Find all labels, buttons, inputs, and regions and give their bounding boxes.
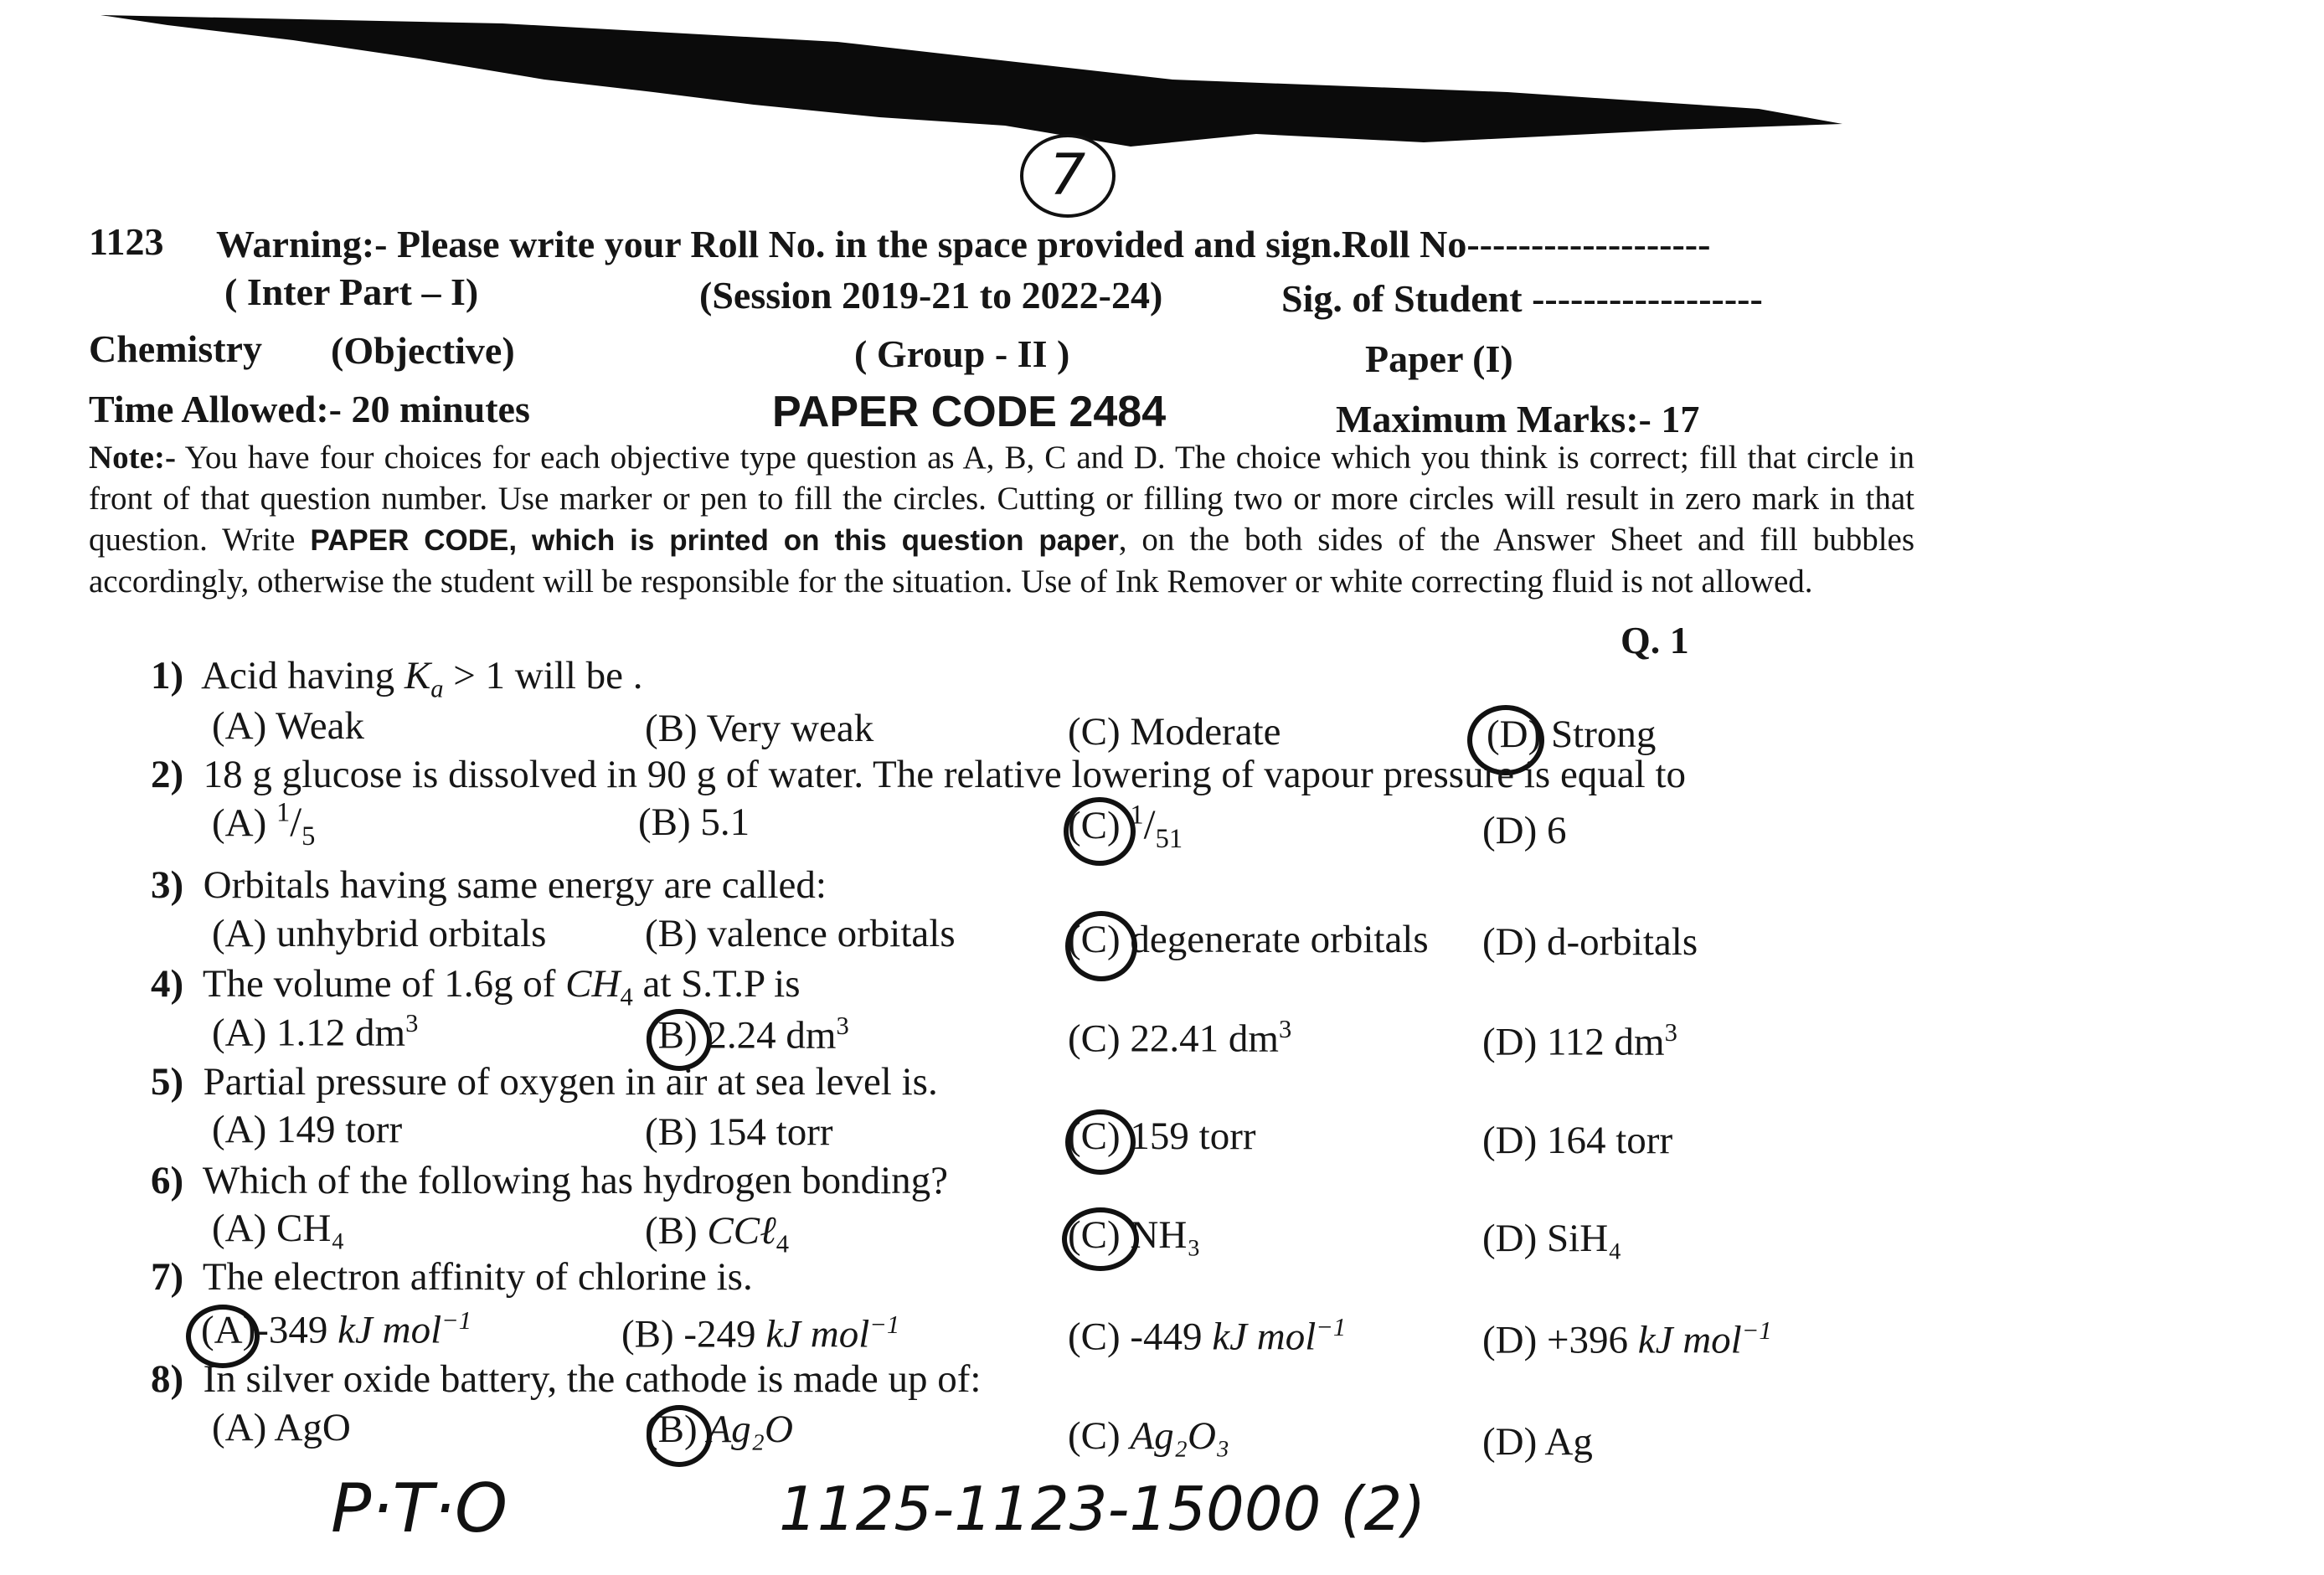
inter-part: ( Inter Part – I)	[224, 270, 479, 313]
torn-edge	[0, 0, 2324, 201]
question-6: 6) Which of the following has hydrogen bonding?	[151, 1159, 949, 1202]
option-6d: (D) SiH₄	[1482, 1217, 1622, 1260]
option-6a: (A) CH₄	[212, 1207, 345, 1250]
answer-mark-8	[647, 1405, 712, 1467]
option-7d: (D) +396 kJ mol$^{-1}$	[1482, 1316, 1772, 1362]
option-1d: (D) Strong	[1487, 713, 1657, 756]
option-7a: (A)-349 kJ mol$^{-1}$	[201, 1306, 472, 1352]
instructions-note	[89, 437, 1914, 602]
option-1a: (A) Weak	[212, 704, 364, 748]
option-6b: (B) CCℓ$_4$	[645, 1209, 789, 1258]
question-5: 5) Partial pressure of oxygen in air at sea level is.	[151, 1060, 938, 1104]
option-4a: (A) 1.12 $dm^3$	[212, 1009, 419, 1055]
question-3: 3) Orbitals having same energy are called:	[151, 863, 827, 907]
paper-label: Paper (I)	[1365, 337, 1513, 380]
option-3b: (B) valence orbitals	[645, 912, 956, 955]
option-5d: (D) 164 torr	[1482, 1119, 1673, 1162]
option-4d: (D) 112 $dm^3$	[1482, 1018, 1677, 1064]
option-5c: (C) 159 torr	[1068, 1114, 1256, 1158]
question-2: 2) 18 g glucose is dissolved in 90 g of water. The relative lowering of vapour pressure is equal to	[151, 753, 1687, 796]
question-1: 1) Acid having $K_a > 1$ will be .	[151, 654, 643, 703]
option-8c: (C) Ag₂O₃	[1068, 1414, 1230, 1458]
option-5b: (B) 154 torr	[645, 1110, 833, 1154]
answer-mark-3	[1065, 911, 1137, 981]
option-2b: (B) 5.1	[638, 800, 750, 844]
option-4c: (C) 22.41 $dm^3$	[1068, 1015, 1292, 1061]
option-8b: (B) Ag₂O	[645, 1408, 793, 1451]
question-8: 8) In silver oxide battery, the cathode is made up of:	[151, 1357, 982, 1401]
answer-mark-6	[1062, 1207, 1139, 1271]
option-8d: (D) Ag	[1482, 1420, 1593, 1464]
option-7c: (C) -449 kJ mol$^{-1}$	[1068, 1313, 1347, 1359]
paper-code-small: 1123	[89, 220, 164, 263]
option-3a: (A) unhybrid orbitals	[212, 912, 547, 955]
note-text-1: You have four choices for each objective type question as A, B, C and D. The choice which you think is correct; fill that circle in front of that question number. Use marker or pen to fill the circles. Cutting or filling two or more circles will result in zero mark in that question. Write	[89, 440, 1914, 558]
session: (Session 2019-21 to 2022-24)	[699, 274, 1163, 317]
handwritten-printing-code: 1125-1123-15000 (2)	[779, 1474, 1426, 1544]
objective-label: (Objective)	[331, 329, 515, 372]
option-7b: (B) -249 kJ mol$^{-1}$	[621, 1310, 900, 1356]
note-text-2: , on the both sides of the Answer Sheet and fill bubbles accordingly, otherwise the student will be responsible for the situation. Use of Ink Remover or white correcting fluid is not allowed.	[89, 522, 1915, 600]
handwritten-pto: P·T·O	[331, 1469, 508, 1547]
torn-edge-shape	[100, 15, 1842, 147]
option-3c: (C) degenerate orbitals	[1068, 918, 1429, 961]
time-allowed: Time Allowed:- 20 minutes	[89, 388, 530, 430]
question-7: 7) The electron affinity of chlorine is.	[151, 1255, 753, 1299]
option-2a: (A) $^1/_5$	[212, 797, 316, 852]
option-6c: (C) NH₃	[1068, 1213, 1201, 1257]
answer-mark-5	[1065, 1109, 1136, 1175]
question-4: 4) The volume of 1.6g of $CH_4$ at S.T.P is	[151, 962, 801, 1011]
option-1c: (C) Moderate	[1068, 710, 1281, 754]
section-label: Q. 1	[1621, 619, 1689, 661]
circled-number-7	[1026, 134, 1110, 218]
option-5a: (A) 149 torr	[212, 1108, 403, 1151]
note-label: Note:-	[89, 440, 176, 476]
student-signature-field: Sig. of Student ------------------	[1281, 277, 1763, 320]
subject: Chemistry	[89, 327, 262, 370]
maximum-marks: Maximum Marks:- 17	[1336, 398, 1700, 440]
option-1b: (B) Very weak	[645, 707, 874, 750]
group-label: ( Group - II )	[854, 332, 1070, 375]
option-8a: (A) AgO	[212, 1406, 351, 1449]
note-bold: PAPER CODE, which is printed on this question paper	[310, 524, 1119, 557]
option-4b: (B) 2.24 $dm^3$	[645, 1011, 849, 1058]
option-2d: (D) 6	[1482, 809, 1567, 852]
option-2c: (C) $^1/_{51}$	[1068, 800, 1183, 854]
warning-text: Warning:- Please write your Roll No. in the space provided and sign.Roll No-------------------	[216, 223, 1711, 265]
paper-code-title: PAPER CODE 2484	[772, 388, 1167, 436]
option-3d: (D) d-orbitals	[1482, 920, 1698, 964]
circled-number-text: 7	[1049, 142, 1086, 208]
answer-mark-2	[1064, 797, 1136, 866]
